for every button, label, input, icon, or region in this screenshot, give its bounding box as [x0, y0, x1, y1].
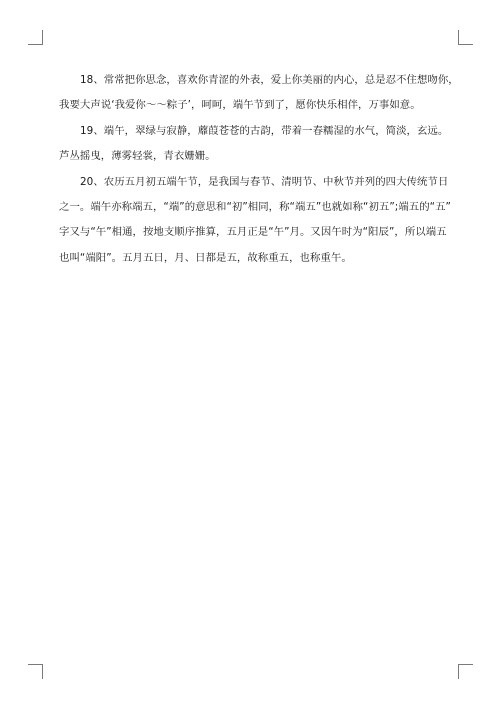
paragraph-line: 芦丛摇曳，薄雾轻裳，青衣姗姗。	[59, 150, 216, 163]
paragraph-18	[59, 68, 459, 119]
paragraph-line: 也叫“端阳”。五月五日，月、日都是五，故称重五，也称重午。	[59, 251, 352, 264]
paragraph-line: 我要大声说‘我爱你～～粽子’，呵呵，端午节到了，愿你快乐相伴，万事如意。	[59, 99, 421, 112]
paragraph-line: 20、农历五月初五端午节，是我国与春节、清明节、中秋节并列的四大传统节日	[80, 175, 449, 188]
crop-mark-bottom-right	[458, 664, 473, 679]
paragraph-20	[59, 170, 451, 272]
document-body	[59, 68, 459, 271]
paragraph-line: 字又与“午”相通，按地支顺序推算，五月正是“午”月。又因午时为“阳辰”，所以端五	[59, 226, 447, 239]
paragraph-line: 19、端午，翠绿与寂静，蘼葭苍苍的古韵，带着一春糯湿的水气，简淡，玄远。	[80, 124, 449, 137]
crop-mark-top-right	[458, 30, 473, 45]
paragraph-19	[59, 119, 449, 170]
paragraph-line: 18、常常把你思念，喜欢你青涩的外表，爱上你美丽的内心，总是忍不住想吻你，	[80, 74, 459, 86]
crop-mark-bottom-left	[28, 664, 43, 679]
crop-mark-top-left	[28, 30, 43, 45]
paragraph-line: 之一。端午亦称端五，“端”的意思和“初”相同，称“端五”也就如称“初五”;端五的“五”	[59, 201, 451, 214]
